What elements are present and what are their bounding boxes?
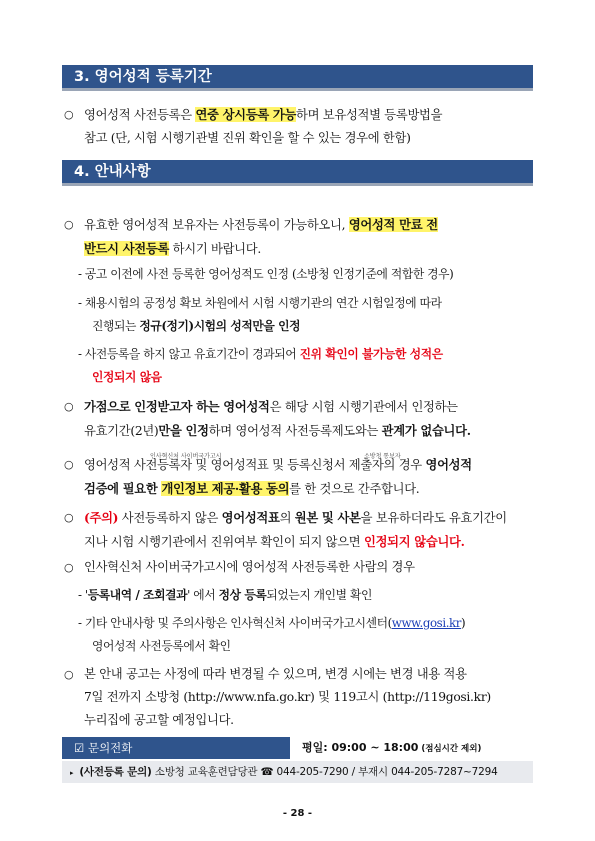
office-hours: 평일: 09:00 ~ 18:00 (점심시간 제외) xyxy=(302,741,482,754)
contact-header xyxy=(62,737,533,759)
circle-bullet-icon: ○ xyxy=(64,561,74,574)
section-4-title: 4. 안내사항 xyxy=(74,164,151,180)
gosi-link[interactable]: www.gosi.kr xyxy=(391,616,462,630)
section-4-header xyxy=(62,160,533,186)
circle-bullet-icon: ○ xyxy=(64,668,74,681)
section-3-title: 3. 영어성적 등록기간 xyxy=(74,69,212,85)
page-number: - 28 - xyxy=(282,808,313,819)
notice-item-2: ○ 가점으로 인정받고자 하는 영어성적은 해당 시험 시행기관에서 인정하는 유효기간(2년)만을 인정하며 영어성적 사전등록제도와는 관계가 없습니다. xyxy=(64,395,539,443)
notice-5-sub-1: - '등록내역 / 조회결과' 에서 정상 등록되었는지 개인별 확인 xyxy=(78,588,372,602)
phone-icon: ☎ xyxy=(260,766,274,778)
notice-1-sub-3: - 사전등록을 하지 않고 유효기간이 경과되어 진위 확인이 불가능한 성적은 인정되지 않음 xyxy=(78,347,443,384)
annotation-cyber-gosi: 인사혁신처 사이버국가고시 xyxy=(150,453,222,460)
contact-info-row: ▸ (사전등록 문의) 소방청 교육훈련담당관 ☎ 044-205-7290 / 부재시 044-205-7287~7294 xyxy=(62,761,533,783)
notice-1-sub-2: - 채용시험의 공정성 확보 차원에서 시험 시행기관의 연간 시험일정에 따라 진행되는 정규(정기)시험의 성적만을 인정 xyxy=(78,296,442,333)
circle-bullet-icon: ○ xyxy=(64,458,74,471)
circle-bullet-icon: ○ xyxy=(64,108,74,121)
notice-5-sub-2: - 기타 안내사항 및 주의사항은 인사혁신처 사이버국가고시센터(www.gosi.kr) 영어성적 사전등록에서 확인 xyxy=(78,616,466,653)
notice-item-5: ○ 인사혁신처 사이버국가고시에 영어성적 사전등록한 사람의 경우 xyxy=(64,556,539,579)
notice-item-4: ○ (주의) 사전등록하지 않은 영어성적표의 원본 및 사본을 보유하더라도 유효기간이 지나 시험 시행기관에서 진위여부 확인이 되지 않으면 인정되지 않습니다. xyxy=(64,506,539,554)
notice-item-3: ○ 인사혁신처 사이버국가고시 소방청 통보자 영어성적 사전등록자 및 영어성적표 및 등록신청서 제출자의 경우 영어성적 검증에 필요한 개인정보 제공·활용 동의를 한 것으로 간주합니다. xyxy=(64,453,539,501)
notice-item-1: ○ 유효한 영어성적 보유자는 사전등록이 가능하오니, 영어성적 만료 전 반드시 사전등록 하시기 바랍니다. xyxy=(64,213,539,261)
highlight-always-open: 연중 상시등록 가능 xyxy=(195,107,297,122)
registration-period-paragraph: ○ 영어성적 사전등록은 연중 상시등록 가능하며 보유성적별 등록방법을 참고 (단, 시험 시행기관별 진위 확인을 할 수 있는 경우에 한함) xyxy=(64,103,539,150)
circle-bullet-icon: ○ xyxy=(64,218,74,231)
circle-bullet-icon: ○ xyxy=(64,400,74,413)
annotation-nfa-notified: 소방청 통보자 xyxy=(364,453,401,460)
section-3-header xyxy=(62,65,533,91)
triangle-bullet-icon: ▸ xyxy=(70,769,74,777)
notice-item-6: ○ 본 안내 공고는 사정에 따라 변경될 수 있으며, 변경 시에는 변경 내용 적용 7일 전까지 소방청 (http://www.nfa.go.kr) 및 119고시 (http://119gosi.kr) 누리집에 공고할 예정입니다. xyxy=(64,663,539,732)
notice-1-sub-1: - 공고 이전에 사전 등록한 영어성적도 인정 (소방청 인정기준에 적합한 경우) xyxy=(78,267,454,281)
contact-title: ☑ 문의전화 xyxy=(62,737,290,759)
circle-bullet-icon: ○ xyxy=(64,511,74,524)
